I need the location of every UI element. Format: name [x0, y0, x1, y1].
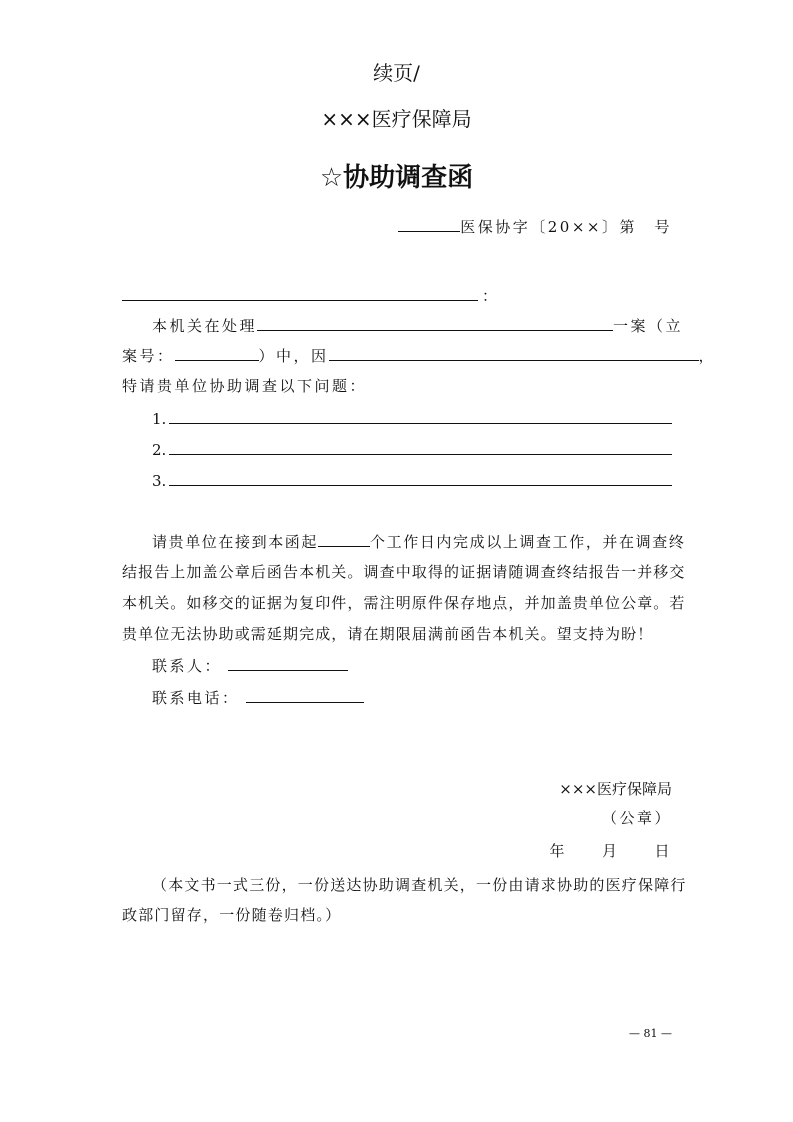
- text: ）中，因: [258, 347, 329, 365]
- question-item-2: [122, 438, 672, 460]
- question-item-3: [122, 469, 672, 491]
- days-blank[interactable]: [318, 530, 370, 547]
- item-number: 3.: [152, 472, 167, 490]
- agency-header: ×××医疗保障局: [321, 107, 472, 131]
- paragraph-line-1: [122, 530, 686, 552]
- text: 请贵单位在接到本函起: [152, 533, 319, 551]
- question-blank[interactable]: [169, 407, 672, 424]
- page-number: — 81 —: [629, 1027, 672, 1040]
- contact-person-blank[interactable]: [228, 654, 348, 671]
- signature-seal: （公章）: [601, 809, 672, 827]
- item-number: 2.: [152, 441, 167, 459]
- question-blank[interactable]: [169, 469, 672, 486]
- paragraph-line-3: 本机关。如移交的证据为复印件，需注明原件保存地点，并加盖贵单位公章。若: [122, 594, 686, 612]
- reason-blank[interactable]: [329, 344, 699, 361]
- paragraph-line-2: 结报告上加盖公章后函告本机关。调查中取得的证据请随调查终结报告一并移交: [122, 563, 686, 581]
- question-blank[interactable]: [169, 438, 672, 455]
- signature-agency: ×××医疗保障局: [559, 780, 672, 798]
- case-name-blank[interactable]: [257, 314, 613, 331]
- contact-phone-blank[interactable]: [246, 686, 364, 703]
- body-line-3: 特请贵单位协助调查以下问题：: [122, 377, 368, 395]
- body-line-2: [122, 344, 717, 366]
- paragraph-line-4: 贵单位无法协助或需延期完成，请在期限届满前函告本机关。望支持为盼！: [122, 625, 654, 643]
- case-number-blank[interactable]: [175, 344, 259, 361]
- contact-label: 联系人：: [152, 657, 223, 675]
- text: 一案（立: [613, 317, 684, 335]
- contact-phone-line: [122, 686, 672, 708]
- document-number: [122, 215, 672, 237]
- note-line-1: （本文书一式三份，一份送达协助调查机关，一份由请求协助的医疗保障行: [152, 876, 687, 894]
- text: 个工作日内完成以上调查工作，并在调查终: [370, 533, 686, 551]
- contact-person-line: [122, 654, 672, 676]
- question-item-1: [122, 407, 672, 429]
- text: 案号：: [122, 347, 175, 365]
- note-line-2: 政部门留存，一份随卷归档。）: [122, 906, 342, 924]
- document-title: ☆协助调查函: [319, 163, 474, 193]
- text: ，: [698, 347, 717, 365]
- body-line-1: [122, 314, 684, 336]
- addressee-line: [122, 284, 672, 306]
- signature-date: 年 月 日: [549, 842, 672, 860]
- addressee-blank[interactable]: [122, 284, 478, 301]
- phone-label: 联系电话：: [152, 689, 240, 707]
- document-number-label: 医保协字〔20××〕第 号: [460, 218, 672, 236]
- text: 本机关在处理: [152, 317, 258, 335]
- addressee-colon: ：: [482, 287, 498, 305]
- number-prefix-blank[interactable]: [398, 215, 460, 232]
- continued-page-label: 续页/: [373, 61, 420, 85]
- item-number: 1.: [152, 410, 167, 428]
